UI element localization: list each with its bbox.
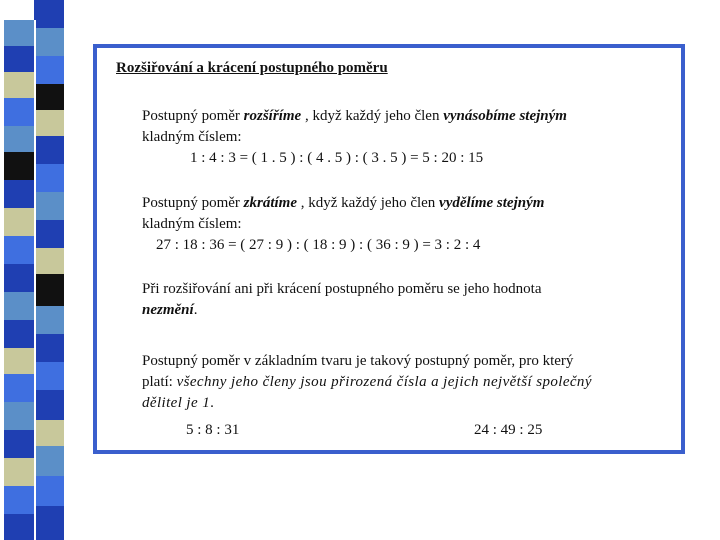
para1-line2: kladným číslem: <box>142 129 242 145</box>
para1-text-b: , když každý jeho člen <box>301 108 444 124</box>
para2-text-a: Postupný poměr <box>142 195 244 211</box>
para4-line2-b: všechny jeho členy jsou přirozená čísla a jejich největší společný <box>176 374 592 390</box>
para1-bold-a: rozšíříme <box>243 108 302 124</box>
para2-bold-a: zkrátíme <box>243 195 298 211</box>
para2-line2: kladným číslem: <box>142 216 242 232</box>
para4-example-left: 5 : 8 : 31 <box>186 422 240 438</box>
para2-bold-b: vydělíme stejným <box>439 195 545 211</box>
para2-example: 27 : 18 : 36 = ( 27 : 9 ) : ( 18 : 9 ) : ( 36 : 9 ) = 3 : 2 : 4 <box>156 237 481 253</box>
para3-line1: Při rozšiřování ani při krácení postupného poměru se jeho hodnota <box>142 281 542 297</box>
para1-example: 1 : 4 : 3 = ( 1 . 5 ) : ( 4 . 5 ) : ( 3 . 5 ) = 5 : 20 : 15 <box>190 150 484 166</box>
para3-end: . <box>193 302 198 318</box>
para4-line3-b: . <box>210 395 214 411</box>
para4-line2 <box>142 374 592 391</box>
slide-title: Rozšiřování a krácení postupného poměru <box>116 60 388 76</box>
para3-line2 <box>142 302 197 319</box>
para4-example-right: 24 : 49 : 25 <box>474 422 543 438</box>
para4-line2-a: platí: <box>142 374 177 390</box>
para1-text-a: Postupný poměr <box>142 108 244 124</box>
para1-line1 <box>142 108 567 125</box>
para2-text-b: , když každý jeho člen <box>297 195 440 211</box>
para2-line1 <box>142 195 544 212</box>
para4-line1: Postupný poměr v základním tvaru je takový postupný poměr, pro který <box>142 353 574 369</box>
para4-line3-a: dělitel je 1 <box>142 395 211 411</box>
para3-bold: nezmění <box>142 302 194 318</box>
para4-line3 <box>142 395 214 412</box>
para1-bold-b: vynásobíme stejným <box>443 108 567 124</box>
